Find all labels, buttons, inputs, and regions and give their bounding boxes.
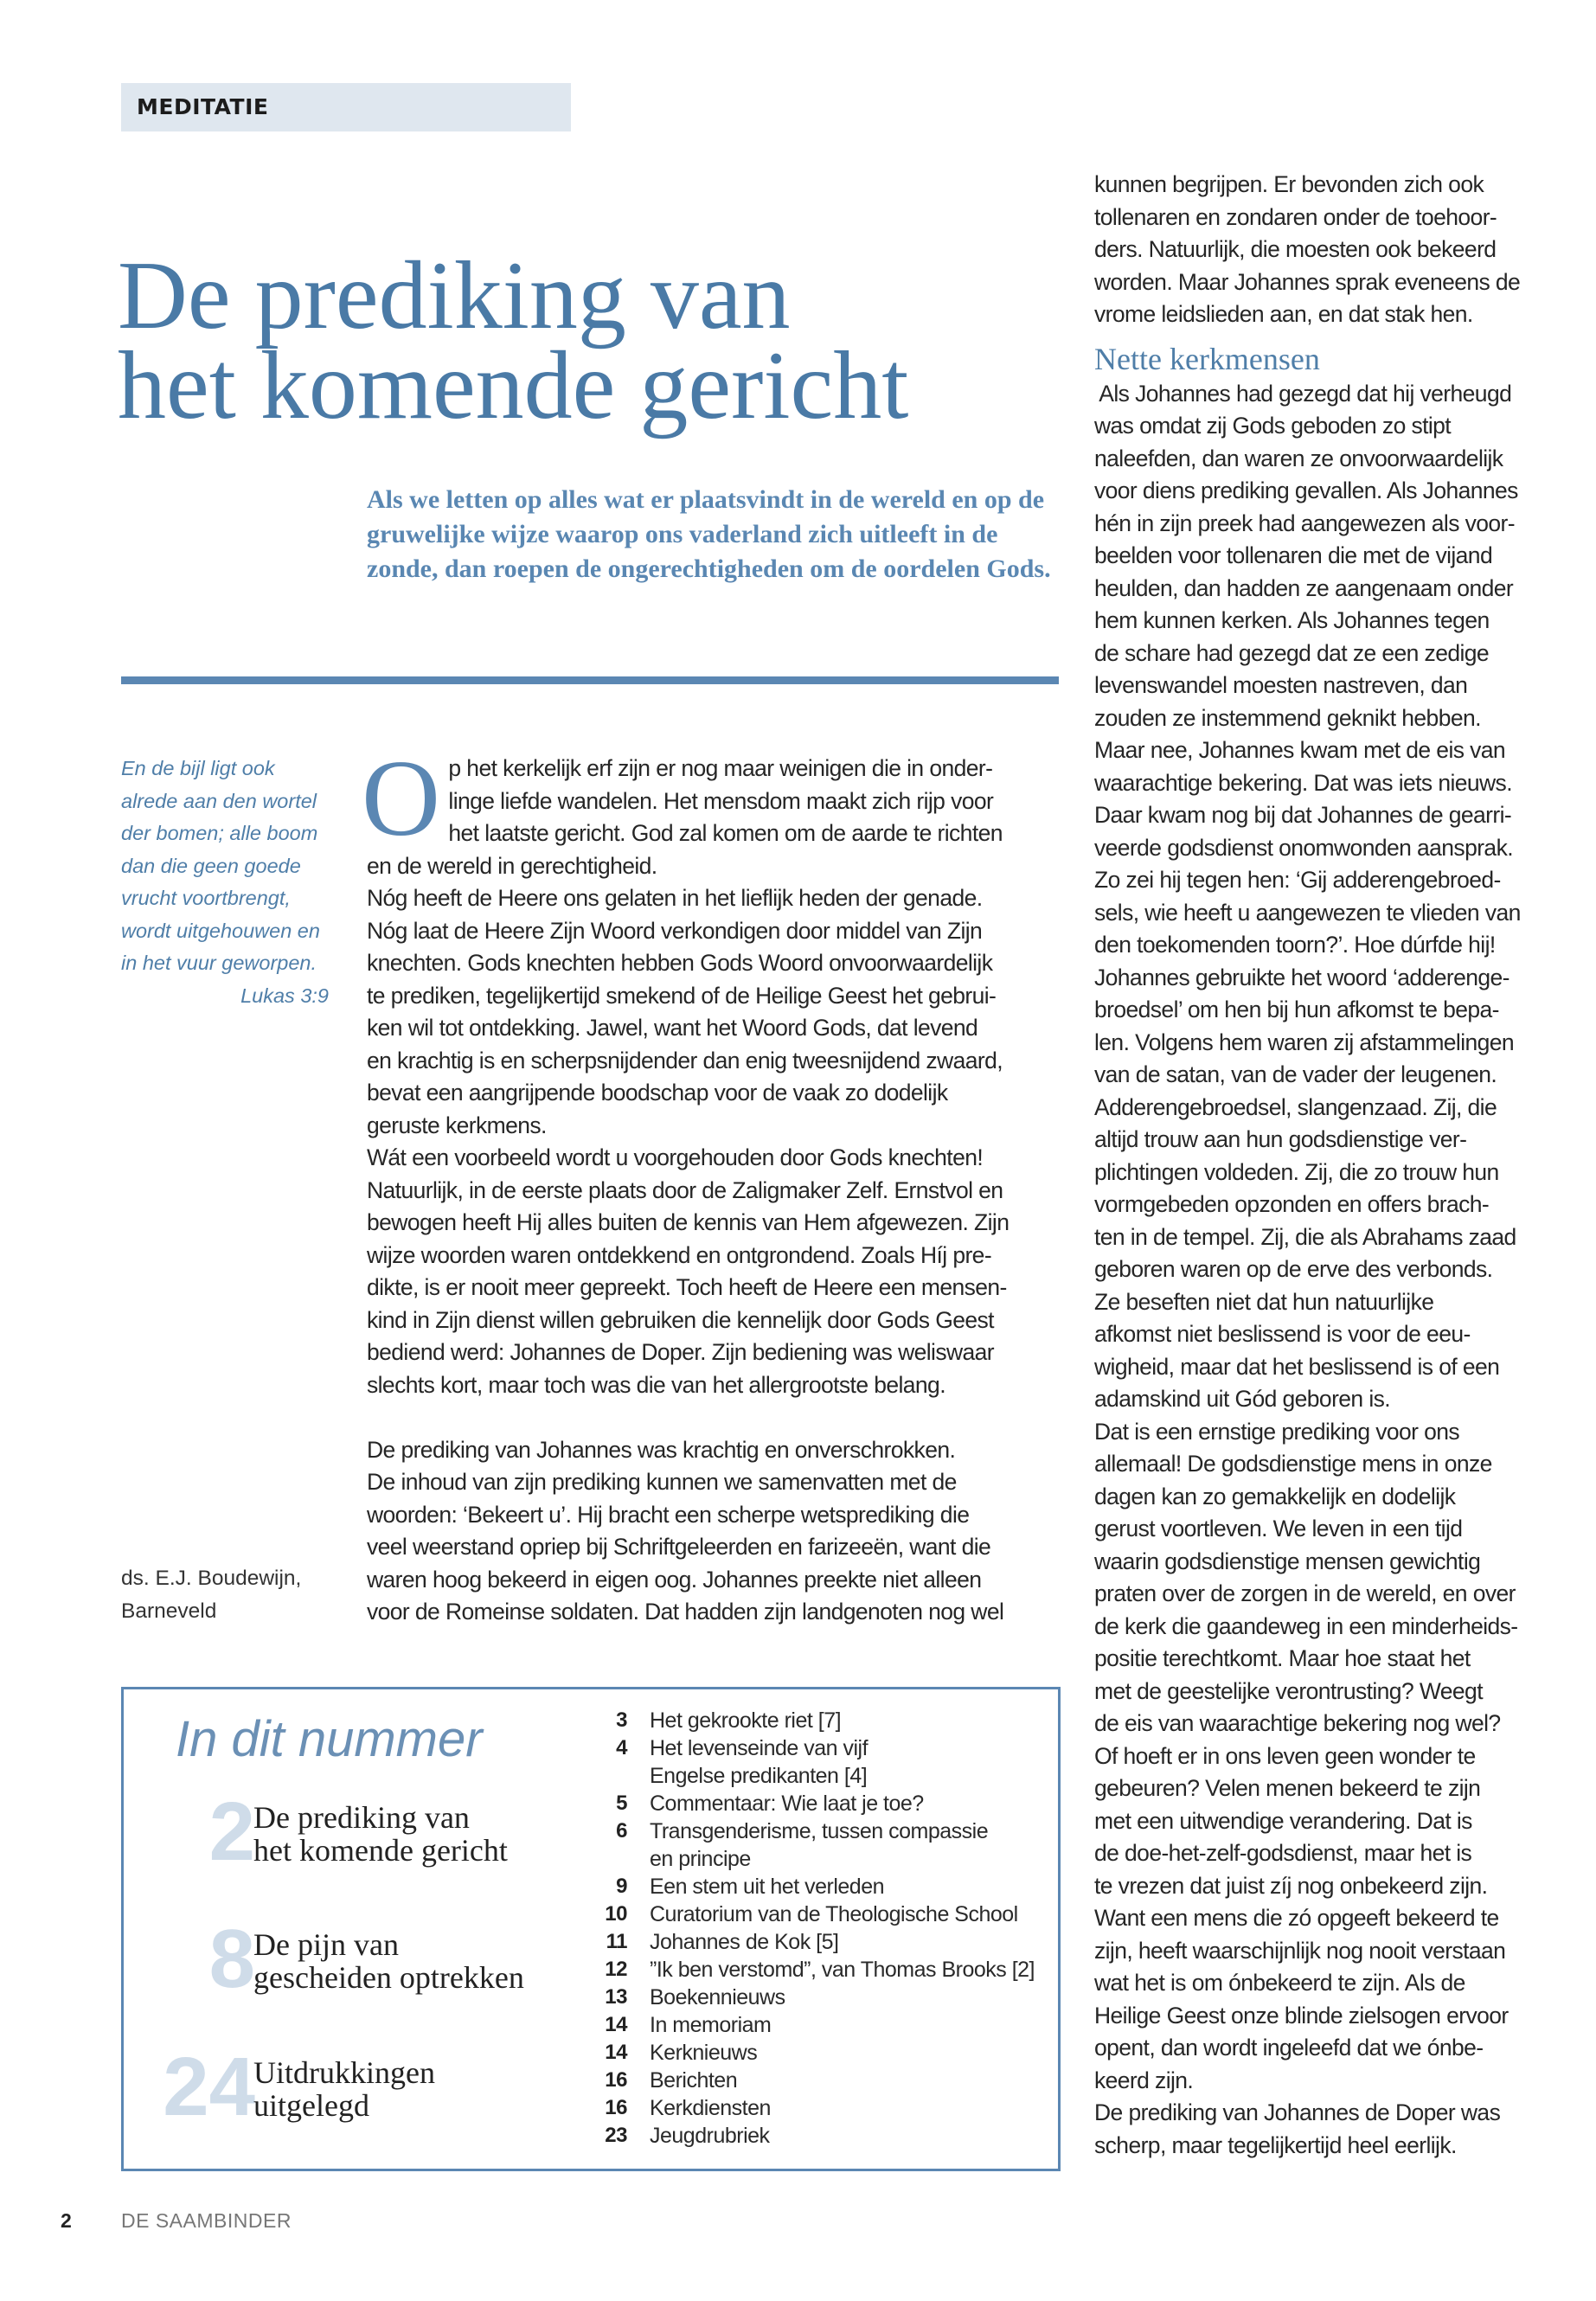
body-line: keerd zijn.	[1094, 2067, 1194, 2093]
contents-item-page: 14	[605, 2013, 627, 2036]
body-line: sels, wie heeft u aangewezen te vlieden van	[1094, 899, 1521, 926]
contents-item-label: Commentaar: Wie laat je toe?	[650, 1791, 924, 1816]
body-line: Of hoeft er in ons leven geen wonder te	[1094, 1742, 1476, 1769]
contents-item[interactable]	[574, 1900, 1058, 1928]
body-line: knechten. Gods knechten hebben Gods Woord onvoorwaardelijk	[367, 950, 993, 976]
feature-page-number: 2	[208, 1785, 255, 1878]
contents-item[interactable]	[574, 1707, 1058, 1734]
body-line: linge liefde wandelen. Het mensdom maakt zich rijp voor	[448, 787, 994, 814]
body-line: De prediking van Johannes de Doper was	[1094, 2099, 1501, 2125]
body-line: te vrezen dat juist zíj nog onbekeerd zijn.	[1094, 1872, 1488, 1899]
body-line: het laatste gericht. God zal komen om de aarde te richten	[448, 820, 1003, 846]
contents-item-page: 12	[605, 1958, 627, 1981]
body-line: voor diens prediking gevallen. Als Johannes	[1094, 478, 1518, 503]
contents-item-page: 14	[605, 2041, 627, 2064]
contents-item[interactable]	[574, 1762, 1058, 1790]
body-line: bewogen heeft Hij alles buiten de kennis van Hem afgewezen. Zijn	[367, 1209, 1010, 1235]
scripture-reference: Lukas 3:9	[240, 984, 329, 1007]
scripture-quote	[121, 753, 329, 1012]
body-line: De prediking van Johannes was krachtig en onverschrokken.	[367, 1436, 956, 1463]
body-line: de schare had gezegd dat ze een zedige	[1094, 639, 1490, 666]
author-credit	[121, 1562, 337, 1628]
contents-item[interactable]	[574, 2094, 1058, 2122]
contents-item[interactable]	[574, 1734, 1058, 1762]
body-line: voor de Romeinse soldaten. Dat hadden zijn landgenoten nog wel	[367, 1599, 1004, 1625]
footer-magazine-name: DE SAAMBINDER	[121, 2209, 292, 2232]
body-line: waren hoog bekeerd in eigen oog. Johannes preekte niet alleen	[367, 1566, 982, 1593]
feature-title: De pijn van gescheiden optrekken	[253, 1927, 524, 1995]
body-line: de eis van waarachtige bekering nog wel?	[1094, 1710, 1501, 1736]
quote-line: alrede aan den wortel	[121, 789, 317, 812]
contents-item-page: 23	[605, 2124, 627, 2147]
body-line: opent, dan wordt ingeleefd dat we ónbe-	[1094, 2035, 1484, 2061]
divider-rule	[121, 676, 1059, 684]
feature-item[interactable]	[124, 2041, 574, 2133]
contents-item-page: 13	[605, 1985, 627, 2009]
body-line: Zo zei hij tegen hen: ‘Gij adderengebroed-	[1094, 867, 1501, 893]
body-line: Als Johannes had gezegd dat hij verheugd	[1094, 380, 1512, 407]
body-line: veerde godsdienst onomwonden aansprak.	[1094, 834, 1513, 861]
body-line: hem kunnen kerken. Als Johannes tegen	[1094, 607, 1490, 633]
article-title-line-1: De prediking van	[118, 242, 791, 349]
contents-item[interactable]	[574, 2122, 1058, 2150]
quote-line: En de bijl ligt ook	[121, 757, 275, 779]
contents-item-label: Kerkdiensten	[650, 2096, 771, 2120]
body-line: Nóg laat de Heere Zijn Woord verkondigen door middel van Zijn	[367, 917, 983, 944]
contents-item-label: Berichten	[650, 2068, 738, 2093]
feature-title: Uitdrukkingen uitgelegd	[253, 2055, 435, 2123]
body-line: Dat is een ernstige prediking voor ons	[1094, 1418, 1460, 1445]
article-title	[118, 242, 1069, 439]
contents-item-page: 4	[616, 1736, 627, 1759]
subheading: Nette kerkmensen	[1094, 341, 1320, 376]
body-line: hén in zijn preek had aangewezen als voor-	[1094, 510, 1515, 536]
contents-item-label: Engelse predikanten [4]	[650, 1764, 868, 1788]
quote-line: der bomen; alle boom	[121, 822, 318, 844]
body-line: met de geestelijke verontrusting? Weegt	[1094, 1677, 1483, 1704]
body-line: naleefden, dan waren ze onvoorwaardelijk	[1094, 445, 1503, 471]
body-line: woorden: ‘Bekeert u’. Hij bracht een scherpe wetsprediking die	[367, 1501, 970, 1528]
body-line: en krachtig is en scherpsnijdender dan enig tweesnijdend zwaard,	[367, 1047, 1003, 1074]
body-column-middle	[362, 739, 1063, 1629]
contents-item[interactable]	[574, 1790, 1058, 1817]
body-line: len. Volgens hem waren zij afstammelingen	[1094, 1029, 1515, 1055]
feature-title: De prediking van het komende gericht	[253, 1800, 508, 1868]
body-line: Heilige Geest onze blinde zielsogen ervoor	[1094, 2002, 1509, 2029]
body-line: levenswandel moesten nastreven, dan	[1094, 672, 1468, 698]
body-line: gebeuren? Velen menen bekeerd te zijn	[1094, 1775, 1481, 1801]
body-line: veel weerstand opriep bij Schriftgeleerden en farizeeën, want die	[367, 1534, 991, 1560]
body-line: Johannes gebruikte het woord ‘adderenge-	[1094, 964, 1509, 990]
contents-item[interactable]	[574, 1928, 1058, 1956]
contents-item[interactable]	[574, 1956, 1058, 1984]
body-line: tollenaren en zondaren onder de toehoor-	[1094, 203, 1497, 230]
quote-line: in het vuur geworpen.	[121, 952, 317, 974]
feature-page-number: 24	[163, 2041, 255, 2133]
body-line: wijze woorden waren ontdekkend en ontgrondend. Zoals Híj pre-	[367, 1241, 992, 1268]
body-column-right	[1094, 169, 1553, 2162]
body-line: kunnen begrijpen. Er bevonden zich ook	[1094, 171, 1484, 197]
contents-item-page: 5	[616, 1791, 627, 1815]
body-line: de kerk die gaandeweg in een minderheids-	[1094, 1612, 1518, 1639]
body-line: te prediken, tegelijkertijd smekend of de Heilige Geest het gebrui-	[367, 982, 997, 1009]
contents-item-label: Kerknieuws	[650, 2041, 758, 2065]
footer-page-number: 2	[61, 2209, 72, 2232]
body-line: wigheid, maar dat het beslissend is of een	[1094, 1353, 1500, 1380]
contents-item[interactable]	[574, 1984, 1058, 2011]
body-line: heulden, dan hadden ze aangenaam onder	[1094, 574, 1514, 601]
contents-item-page: 11	[606, 1930, 627, 1953]
body-line: slechts kort, maar toch was die van het allergrootste belang.	[367, 1371, 945, 1398]
body-line: van de satan, van de vader der leugenen.	[1094, 1061, 1497, 1087]
drop-cap: O	[362, 739, 440, 859]
body-line: ders. Natuurlijk, die moesten ook bekeerd	[1094, 236, 1497, 262]
quote-line: wordt uitgehouwen en	[121, 919, 320, 942]
body-line: allemaal! De godsdienstige mens in onze	[1094, 1451, 1492, 1477]
contents-box	[121, 1687, 1061, 2171]
body-line: altijd trouw aan hun godsdienstige ver-	[1094, 1126, 1467, 1152]
contents-item-label: Transgenderisme, tussen compassie	[650, 1819, 989, 1843]
intro-paragraph: Als we letten op alles wat er plaatsvindt in de wereld en op de gruwelijke wijze waarop ons vaderland zich uitleeft in de zonde, dan roepen de ongerechtigheden om de oordelen Gods.	[367, 485, 1051, 583]
contents-item-page: 16	[605, 2096, 627, 2119]
body-line: geruste kerkmens.	[367, 1112, 547, 1138]
body-line: ken wil tot ontdekking. Jawel, want het Woord Gods, dat levend	[367, 1015, 978, 1041]
body-line: geboren waren op de erve des verbonds.	[1094, 1256, 1493, 1282]
contents-item-page: 10	[605, 1902, 627, 1926]
body-line: zijn, heeft waarschijnlijk nog nooit verstaan	[1094, 1937, 1506, 1964]
contents-item-page	[574, 1762, 627, 1790]
body-line: De inhoud van zijn prediking kunnen we samenvatten met de	[367, 1469, 957, 1495]
contents-item-page: 6	[616, 1819, 627, 1843]
body-line: zouden ze instemmend geknikt hebben.	[1094, 704, 1481, 731]
body-line: worden. Maar Johannes sprak eveneens de	[1094, 268, 1521, 295]
body-line: de doe-het-zelf-godsdienst, maar het is	[1094, 1840, 1472, 1866]
body-line: positie terechtkomt. Maar hoe staat het	[1094, 1645, 1471, 1671]
body-line: Nóg heeft de Heere ons gelaten in het lieflijk heden der genade.	[367, 885, 983, 911]
contents-item[interactable]	[574, 1873, 1058, 1900]
body-line: plichtingen voldeden. Zij, die zo trouw hun	[1094, 1158, 1499, 1185]
contents-item-label: Boekennieuws	[650, 1985, 785, 2009]
author-name: ds. E.J. Boudewijn,	[121, 1567, 302, 1590]
contents-item-label: ”Ik ben verstomd”, van Thomas Brooks [2]	[650, 1958, 1035, 1982]
body-line: waarin godsdienstige mensen gewichtig	[1094, 1548, 1481, 1574]
body-line: kind in Zijn dienst willen gebruiken die kennelijk door Gods Geest	[367, 1306, 994, 1333]
contents-item-label: Het levenseinde van vijf	[650, 1736, 869, 1760]
contents-item-page	[574, 1845, 627, 1873]
contents-title: In dit nummer	[176, 1711, 483, 1767]
body-line: vormgebeden opzonden en offers brach-	[1094, 1191, 1490, 1217]
quote-line: dan die geen goede	[121, 854, 301, 877]
body-line: Natuurlijk, in de eerste plaats door de Zaligmaker Zelf. Ernstvol en	[367, 1176, 1003, 1203]
body-line: was omdat zij Gods geboden zo stipt	[1094, 413, 1452, 439]
body-line: Wát een voorbeeld wordt u voorgehouden door Gods knechten!	[367, 1144, 984, 1170]
contents-item[interactable]	[574, 1817, 1058, 1845]
section-tag: MEDITATIE	[121, 83, 571, 131]
body-line: Adderengebroedsel, slangenzaad. Zij, die	[1094, 1093, 1497, 1120]
contents-item-label: Jeugdrubriek	[650, 2124, 770, 2148]
body-line: bediend werd: Johannes de Doper. Zijn bediening was weliswaar	[367, 1339, 995, 1365]
feature-page-number: 8	[208, 1913, 255, 2005]
body-line: afkomst niet beslissend is voor de eeu-	[1094, 1321, 1471, 1347]
body-line: met een uitwendige verandering. Dat is	[1094, 1807, 1472, 1834]
contents-item[interactable]	[574, 2067, 1058, 2094]
contents-item-page: 16	[605, 2068, 627, 2092]
body-line: beelden voor tollenaren die met de vijand	[1094, 542, 1493, 568]
body-line: wat het is om ónbekeerd te zijn. Als de	[1094, 1970, 1465, 1996]
contents-item[interactable]	[574, 1845, 1058, 1873]
body-line: Want een mens die zó opgeeft bekeerd te	[1094, 1905, 1499, 1931]
body-line: Daar kwam nog bij dat Johannes de gearri-	[1094, 802, 1512, 828]
body-line: Ze beseften niet dat hun natuurlijke	[1094, 1288, 1434, 1315]
body-line: en de wereld in gerechtigheid.	[367, 852, 657, 879]
body-line: scherp, maar tegelijkertijd heel eerlijk.	[1094, 2131, 1457, 2158]
contents-item-label: In memoriam	[650, 2013, 772, 2037]
author-place: Barneveld	[121, 1599, 217, 1623]
body-line: dikte, is er nooit meer gepreekt. Toch heeft de Heere een mensen-	[367, 1274, 1007, 1300]
contents-item[interactable]	[574, 2039, 1058, 2067]
contents-item[interactable]	[574, 2011, 1058, 2039]
quote-line: vrucht voortbrengt,	[121, 887, 291, 909]
body-line: dagen kan zo gemakkelijk en dodelijk	[1094, 1483, 1456, 1509]
body-line: gerust voortleven. We leven in een tijd	[1094, 1516, 1463, 1541]
feature-item[interactable]	[124, 1913, 574, 2005]
body-line: waarachtige bekering. Dat was iets nieuws.	[1094, 769, 1512, 796]
body-line: Maar nee, Johannes kwam met de eis van	[1094, 737, 1506, 763]
body-line: den toekomenden toorn?’. Hoe dúrfde hij!	[1094, 932, 1496, 958]
contents-item-page: 3	[616, 1708, 627, 1732]
body-line: broedsel’ om hen bij hun afkomst te bepa-	[1094, 997, 1499, 1022]
contents-item-page: 9	[616, 1875, 627, 1898]
feature-item[interactable]	[124, 1785, 574, 1878]
contents-item-label: en principe	[650, 1847, 751, 1871]
body-line: vrome leidslieden aan, en dat stak hen.	[1094, 301, 1473, 327]
contents-item-label: Johannes de Kok [5]	[650, 1930, 839, 1954]
article-title-line-2: het komende gericht	[118, 332, 909, 439]
body-line: praten over de zorgen in de wereld, en over	[1094, 1580, 1516, 1606]
body-line: ten in de tempel. Zij, die als Abrahams zaad	[1094, 1223, 1516, 1250]
contents-list	[574, 1707, 1058, 2150]
body-line: bevat een aangrijpende boodschap voor de vaak zo dodelijk	[367, 1080, 948, 1106]
contents-item-label: Het gekrookte riet [7]	[650, 1708, 842, 1733]
contents-item-label: Curatorium van de Theologische School	[650, 1902, 1018, 1926]
body-line: adamskind uit Gód geboren is.	[1094, 1386, 1391, 1412]
body-line: p het kerkelijk erf zijn er nog maar weinigen die in onder-	[448, 755, 993, 781]
contents-item-label: Een stem uit het verleden	[650, 1875, 884, 1899]
